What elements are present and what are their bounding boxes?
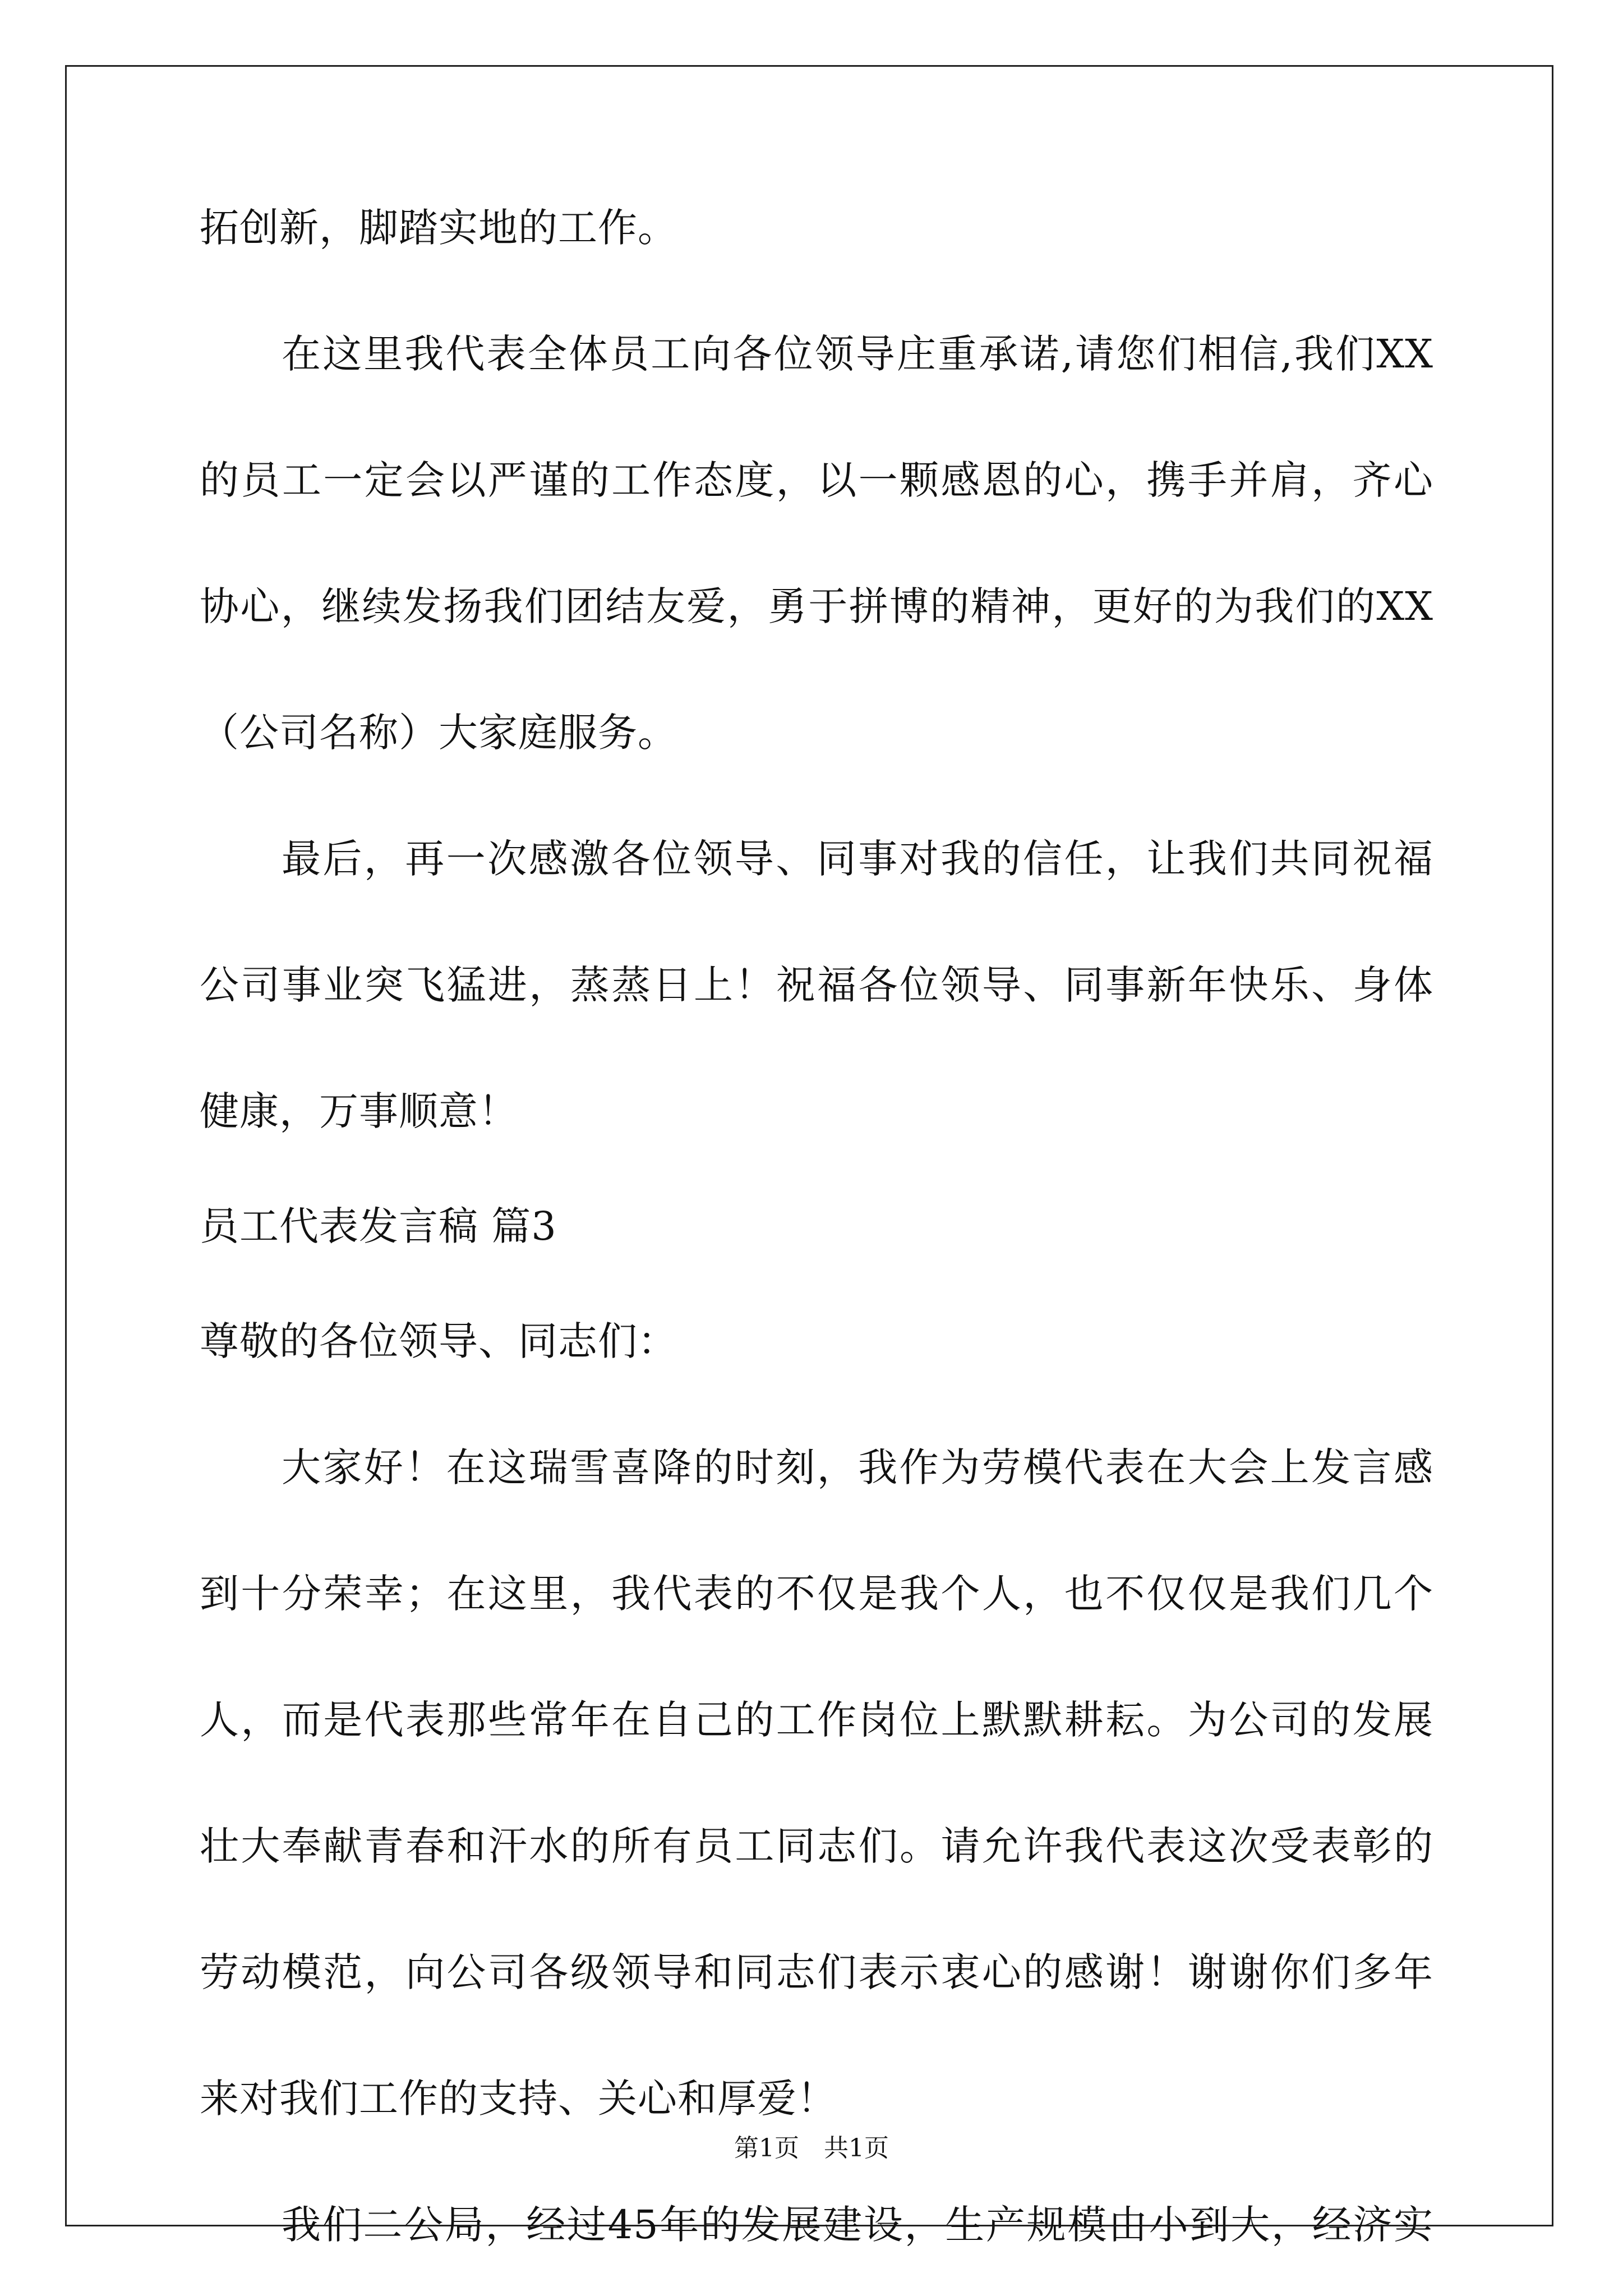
text-line: 我们二公局，经过45年的发展建设，生产规模由小到大，经济实 (282, 2202, 1433, 2248)
text-line: 壮大奉献青春和汗水的所有员工同志们。请允许我代表这次受表彰的 (200, 1823, 1433, 1869)
page-footer: 第1页 共1页 (734, 2134, 889, 2162)
text-line: 劳动模范，向公司各级领导和同志们表示衷心的感谢！谢谢你们多年 (200, 1949, 1433, 1995)
salutation: 尊敬的各位领导、同志们： (200, 1318, 677, 1364)
section-heading: 员工代表发言稿 篇3 (200, 1203, 557, 1249)
text-line: 到十分荣幸；在这里，我代表的不仅是我个人，也不仅仅是我们几个 (200, 1571, 1433, 1617)
text-line: 最后，再一次感激各位领导、同事对我的信任，让我们共同祝福 (282, 836, 1433, 882)
text-line: 协心，继续发扬我们团结友爱，勇于拼博的精神，更好的为我们的XX (200, 583, 1433, 629)
text-line: 拓创新，脚踏实地的工作。 (200, 205, 677, 251)
text-line: 公司事业突飞猛进，蒸蒸日上！祝福各位领导、同事新年快乐、身体 (200, 962, 1433, 1008)
text-line: 健康，万事顺意！ (200, 1088, 518, 1134)
text-line: 大家好！在这瑞雪喜降的时刻，我作为劳模代表在大会上发言感 (282, 1444, 1433, 1490)
page-border (65, 65, 1553, 2226)
text-line: 来对我们工作的支持、关心和厚爱！ (200, 2076, 837, 2122)
text-line: 的员工一定会以严谨的工作态度，以一颗感恩的心，携手并肩，齐心 (200, 457, 1433, 503)
text-line: 在这里我代表全体员工向各位领导庄重承诺,请您们相信,我们XX (282, 331, 1433, 377)
text-line: 人，而是代表那些常年在自己的工作岗位上默默耕耘。为公司的发展 (200, 1697, 1433, 1743)
text-line: （公司名称）大家庭服务。 (200, 710, 677, 756)
